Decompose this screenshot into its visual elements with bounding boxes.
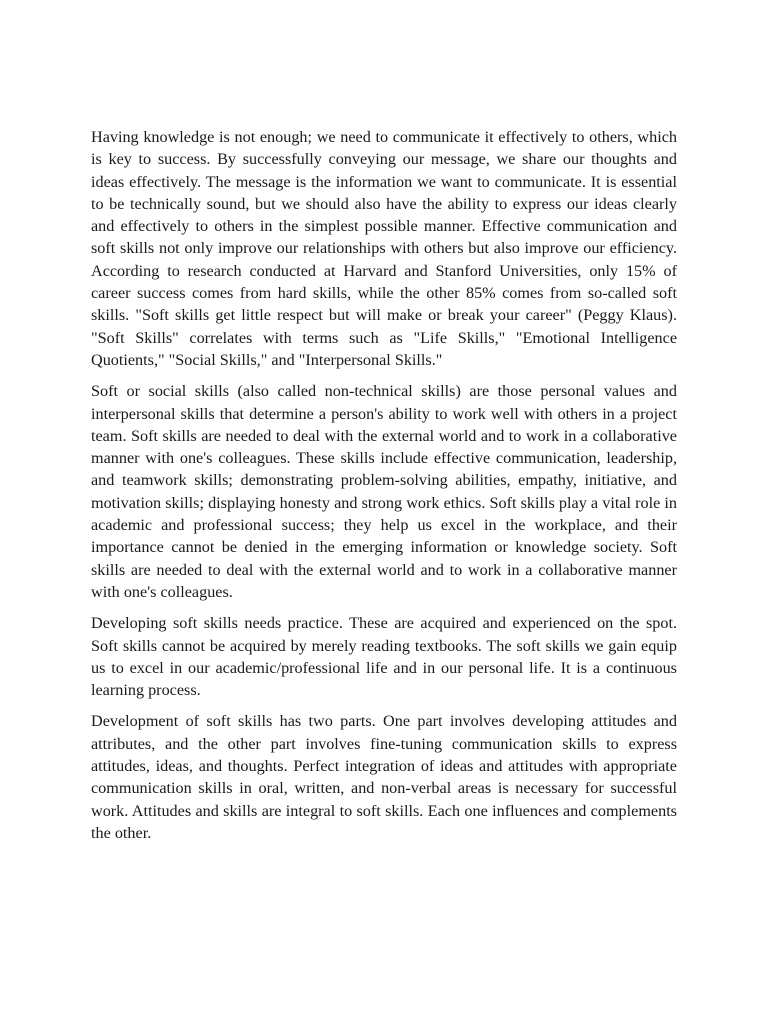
- document-body: [91, 126, 677, 853]
- paragraph-practice: Developing soft skills needs practice. These are acquired and experienced on the spot. Soft skills cannot be acquired by merely reading textbooks. The soft skills we gain equip us to excel in our academic/professional life and in our personal life. It is a continuous learning process.: [91, 614, 677, 700]
- paragraph-development: Development of soft skills has two parts. One part involves developing attitudes and attributes, and the other part involves fine-tuning communication skills to express attitudes, ideas, and thoughts. Perfect integration of ideas and attitudes with appropriate communication skills in oral, written, and non-verbal areas is necessary for successful work. Attitudes and skills are integral to soft skills. Each one influences and complements the other.: [91, 712, 677, 842]
- paragraph-intro: Having knowledge is not enough; we need to communicate it effectively to others, which is key to success. By successfully conveying our message, we share our thoughts and ideas effectively. The message is the information we want to communicate. It is essential to be technically sound, but we should also have the ability to express our ideas clearly and effectively to others in the simplest possible manner. Effective communication and soft skills not only improve our relationships with others but also improve our efficiency. According to research conducted at Harvard and Stanford Universities, only 15% of career success comes from hard skills, while the other 85% comes from so-called soft skills. "Soft skills get little respect but will make or break your career" (Peggy Klaus). "Soft Skills" correlates with terms such as "Life Skills," "Emotional Intelligence Quotients," "Social Skills," and "Interpersonal Skills.": [91, 128, 677, 369]
- paragraph-definition: Soft or social skills (also called non-technical skills) are those personal values and interpersonal skills that determine a person's ability to work well with others in a project team. Soft skills are needed to deal with the external world and to work in a collaborative manner with one's colleagues. These skills include effective communication, leadership, and teamwork skills; demonstrating problem-solving abilities, empathy, initiative, and motivation skills; displaying honesty and strong work ethics. Soft skills play a vital role in academic and professional success; they help us excel in the workplace, and their importance cannot be denied in the emerging information or knowledge society. Soft skills are needed to deal with the external world and to work in a collaborative manner with one's colleagues.: [91, 382, 677, 601]
